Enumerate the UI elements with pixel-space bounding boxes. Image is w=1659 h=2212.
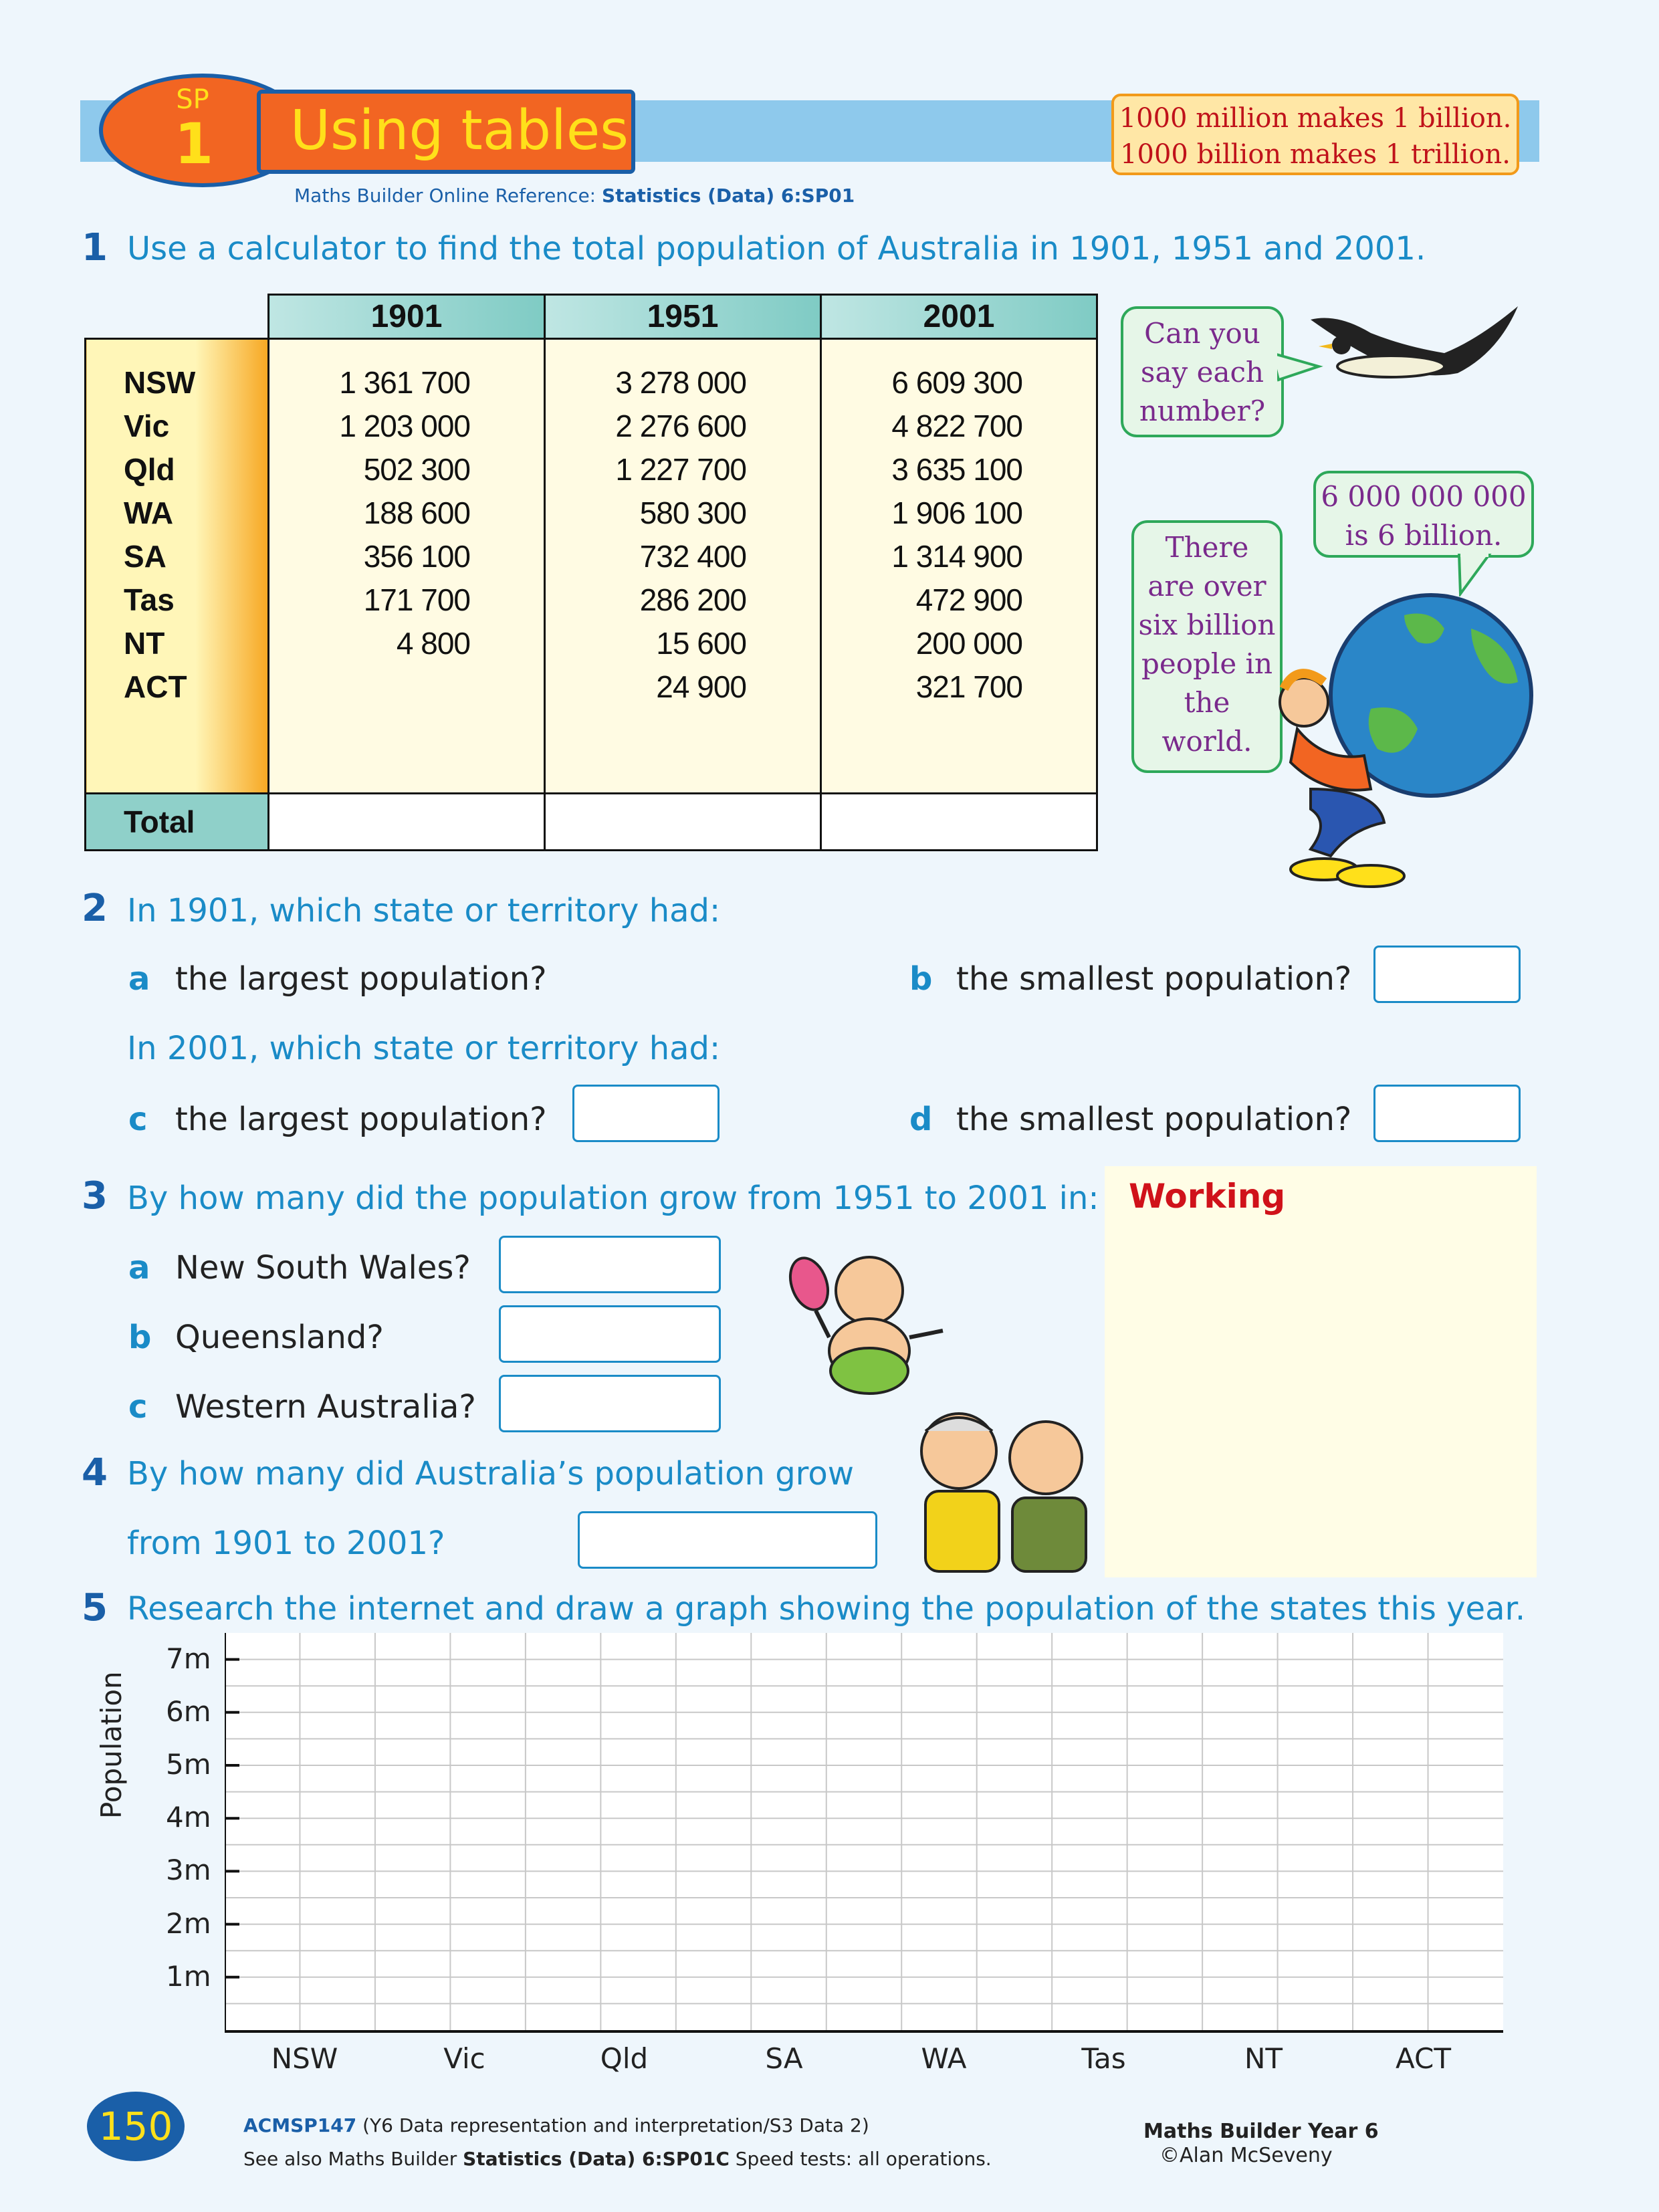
state-tas: Tas: [124, 582, 175, 617]
q2-b-text: the smallest population?: [956, 960, 1352, 998]
q2-c-text: the largest population?: [175, 1101, 547, 1138]
q2-d-letter: d: [909, 1101, 933, 1138]
cell-2001-vic: 4 822 700: [891, 409, 1022, 443]
over-six-line-3: six billion: [1138, 609, 1276, 641]
cell-1951-qld: 1 227 700: [615, 452, 746, 487]
graph-background: [225, 1633, 1503, 2033]
q1-number: 1: [82, 226, 108, 269]
over-six-line-1: There: [1165, 531, 1249, 564]
state-column: [86, 339, 269, 794]
page-number: 150: [87, 2092, 185, 2161]
q3-a-letter: a: [128, 1249, 150, 1287]
cell-1951-nt: 15 600: [656, 626, 746, 661]
baby-illustration: [769, 1230, 950, 1418]
q3-number: 3: [82, 1174, 108, 1218]
see-also: [243, 2148, 992, 2170]
q2-c-answer-box[interactable]: [572, 1085, 720, 1142]
state-qld: Qld: [124, 452, 175, 487]
over-six-billion-bubble: [1131, 520, 1283, 773]
q5-number: 5: [82, 1586, 108, 1630]
population-table: [84, 294, 1098, 851]
curriculum-code: [243, 2114, 869, 2136]
y-tick-label: 7m: [166, 1642, 211, 1675]
values-2001: [821, 339, 1097, 794]
q2-intro-1901: In 1901, which state or territory had:: [127, 892, 721, 929]
bird-beak: [1319, 344, 1332, 349]
q2-a-letter: a: [128, 960, 150, 998]
x-category-label: Tas: [1081, 2042, 1126, 2075]
q3-text: By how many did the population grow from 1951 to 2001 in:: [127, 1180, 1099, 1217]
cell-2001-tas: 472 900: [915, 582, 1022, 617]
q5-text: Research the internet and draw a graph showing the population of the states this year.: [127, 1590, 1526, 1628]
q2-d-answer-box[interactable]: [1373, 1085, 1521, 1142]
total-2001-cell[interactable]: [821, 794, 1097, 851]
q4-number: 4: [82, 1451, 108, 1495]
q3-a-answer-box[interactable]: [499, 1236, 721, 1293]
q2-number: 2: [82, 887, 108, 930]
cell-2001-wa: 1 906 100: [891, 495, 1022, 530]
cell-1951-wa: 580 300: [639, 495, 746, 530]
over-six-line-4: people in: [1141, 647, 1273, 680]
working-label: Working: [1129, 1177, 1286, 1216]
q2-c-letter: c: [128, 1101, 148, 1138]
see-also-bold: Statistics (Data) 6:SP01C: [463, 2148, 730, 2170]
state-nt: NT: [124, 626, 165, 661]
cell-1901-nsw: 1 361 700: [339, 365, 470, 400]
billion-note: [1111, 94, 1519, 175]
x-category-label: SA: [765, 2042, 803, 2075]
online-reference: [294, 185, 855, 207]
boy-holding-globe-illustration: [1270, 588, 1538, 896]
values-1901: [269, 339, 545, 794]
say-each-line-3: number?: [1139, 395, 1266, 427]
tail-shape: [1459, 554, 1490, 594]
flying-bird-illustration: [1277, 300, 1525, 407]
values-1951: [545, 339, 821, 794]
tail-cover: [1460, 554, 1488, 557]
page-title: Using tables: [290, 99, 629, 162]
badge-sp-label: SP: [176, 84, 209, 115]
state-wa: WA: [124, 495, 174, 530]
q3-b-answer-box[interactable]: [499, 1305, 721, 1363]
baby-arm: [909, 1331, 943, 1337]
book-title: Maths Builder Year 6: [1143, 2120, 1379, 2143]
q2-b-answer-box[interactable]: [1373, 946, 1521, 1003]
q3-a-text: New South Wales?: [175, 1249, 471, 1287]
q4-line-2: from 1901 to 2001?: [127, 1525, 445, 1562]
rattle-handle: [816, 1311, 829, 1337]
y-tick-label: 1m: [166, 1959, 211, 1993]
cell-2001-act: 321 700: [915, 669, 1022, 704]
cell-2001-nt: 200 000: [915, 626, 1022, 661]
grandpa-vest: [1012, 1498, 1086, 1571]
bird-body: [1337, 356, 1444, 377]
y-tick-label: 4m: [166, 1801, 211, 1834]
cell-1951-nsw: 3 278 000: [615, 365, 746, 400]
six-billion-bubble: [1313, 471, 1534, 558]
note-line-2: 1000 billion makes 1 trillion.: [1120, 139, 1511, 170]
ref-prefix: Maths Builder Online Reference:: [294, 185, 602, 207]
see-also-suffix: Speed tests: all operations.: [729, 2148, 992, 2170]
total-1951-cell[interactable]: [545, 794, 821, 851]
q2-a-text: the largest population?: [175, 960, 547, 998]
cell-1951-vic: 2 276 600: [615, 409, 746, 443]
total-1901-cell[interactable]: [269, 794, 545, 851]
cell-2001-sa: 1 314 900: [891, 539, 1022, 574]
copyright: ©Alan McSeveny: [1159, 2144, 1333, 2167]
cell-2001-nsw: 6 609 300: [891, 365, 1022, 400]
state-vic: Vic: [124, 409, 170, 443]
cell-1951-act: 24 900: [656, 669, 746, 704]
boy-pants: [1311, 789, 1384, 856]
population-graph[interactable]: [225, 1633, 1503, 2033]
q2-intro-2001: In 2001, which state or territory had:: [127, 1030, 721, 1067]
state-act: ACT: [124, 669, 187, 704]
table-corner: [86, 295, 269, 339]
code-desc: (Y6 Data representation and interpretation/S3 Data 2): [356, 2114, 869, 2136]
cell-2001-qld: 3 635 100: [891, 452, 1022, 487]
cell-1901-tas: 171 700: [363, 582, 470, 617]
cell-1951-sa: 732 400: [639, 539, 746, 574]
bird-head: [1332, 336, 1351, 354]
bubble-tail-1: [1277, 353, 1319, 380]
q4-answer-box[interactable]: [578, 1511, 877, 1569]
note-line-1: 1000 million makes 1 billion.: [1119, 103, 1512, 134]
x-category-label: Vic: [443, 2042, 485, 2075]
cell-1901-vic: 1 203 000: [339, 409, 470, 443]
x-category-label: Qld: [600, 2042, 649, 2075]
say-each-line-1: Can you: [1144, 317, 1260, 350]
x-category-label: NSW: [271, 2042, 338, 2075]
q3-c-text: Western Australia?: [175, 1388, 476, 1426]
x-category-label: WA: [921, 2042, 967, 2075]
code-bold: ACMSP147: [243, 2114, 357, 2136]
year-header-2001: 2001: [821, 295, 1097, 339]
ref-code: Statistics (Data) 6:SP01: [602, 185, 855, 207]
cell-1901-qld: 502 300: [363, 452, 470, 487]
working-area[interactable]: [1105, 1166, 1537, 1577]
total-label: Total: [86, 794, 269, 851]
see-also-prefix: See also Maths Builder: [243, 2148, 463, 2170]
y-tick-label: 2m: [166, 1906, 211, 1940]
six-billion-line-1: 6 000 000 000: [1321, 480, 1527, 513]
q3-b-letter: b: [128, 1319, 152, 1356]
x-category-label: NT: [1244, 2042, 1283, 2075]
badge-number: 1: [174, 111, 214, 177]
cell-1901-nt: 4 800: [396, 626, 470, 661]
y-tick-label: 5m: [166, 1748, 211, 1781]
over-six-line-2: are over: [1147, 570, 1266, 602]
q3-c-answer-box[interactable]: [499, 1375, 721, 1432]
q2-d-text: the smallest population?: [956, 1101, 1352, 1138]
state-sa: SA: [124, 539, 167, 574]
grandma-hair: [925, 1418, 992, 1431]
over-six-line-6: world.: [1162, 725, 1252, 758]
q3-c-letter: c: [128, 1388, 148, 1426]
x-category-label: ACT: [1396, 2042, 1451, 2075]
q3-b-text: Queensland?: [175, 1319, 384, 1356]
q1-text: Use a calculator to find the total population of Australia in 1901, 1951 and 2001.: [127, 230, 1426, 267]
over-six-line-5: the: [1184, 686, 1230, 719]
cell-1901-sa: 356 100: [363, 539, 470, 574]
rattle: [784, 1253, 835, 1315]
say-each-line-2: say each: [1140, 356, 1264, 389]
year-header-1901: 1901: [269, 295, 545, 339]
elderly-couple-illustration: [899, 1404, 1106, 1578]
y-tick-label: 3m: [166, 1854, 211, 1887]
boy-shoe-2: [1337, 865, 1404, 887]
cell-1951-tas: 286 200: [639, 582, 746, 617]
grandma-dress: [925, 1491, 999, 1571]
q4-line-1: By how many did Australia’s population grow: [127, 1455, 854, 1492]
graph-y-label: Population: [95, 1671, 128, 1819]
state-nsw: NSW: [124, 365, 196, 400]
say-each-bubble: [1121, 306, 1284, 437]
cell-1901-wa: 188 600: [363, 495, 470, 530]
baby-nappy: [831, 1348, 908, 1394]
y-tick-label: 6m: [166, 1694, 211, 1728]
q2-b-letter: b: [909, 960, 933, 998]
six-billion-line-2: is 6 billion.: [1345, 519, 1503, 552]
grandpa-head: [1010, 1422, 1082, 1494]
baby-head: [836, 1257, 903, 1324]
year-header-1951: 1951: [545, 295, 821, 339]
